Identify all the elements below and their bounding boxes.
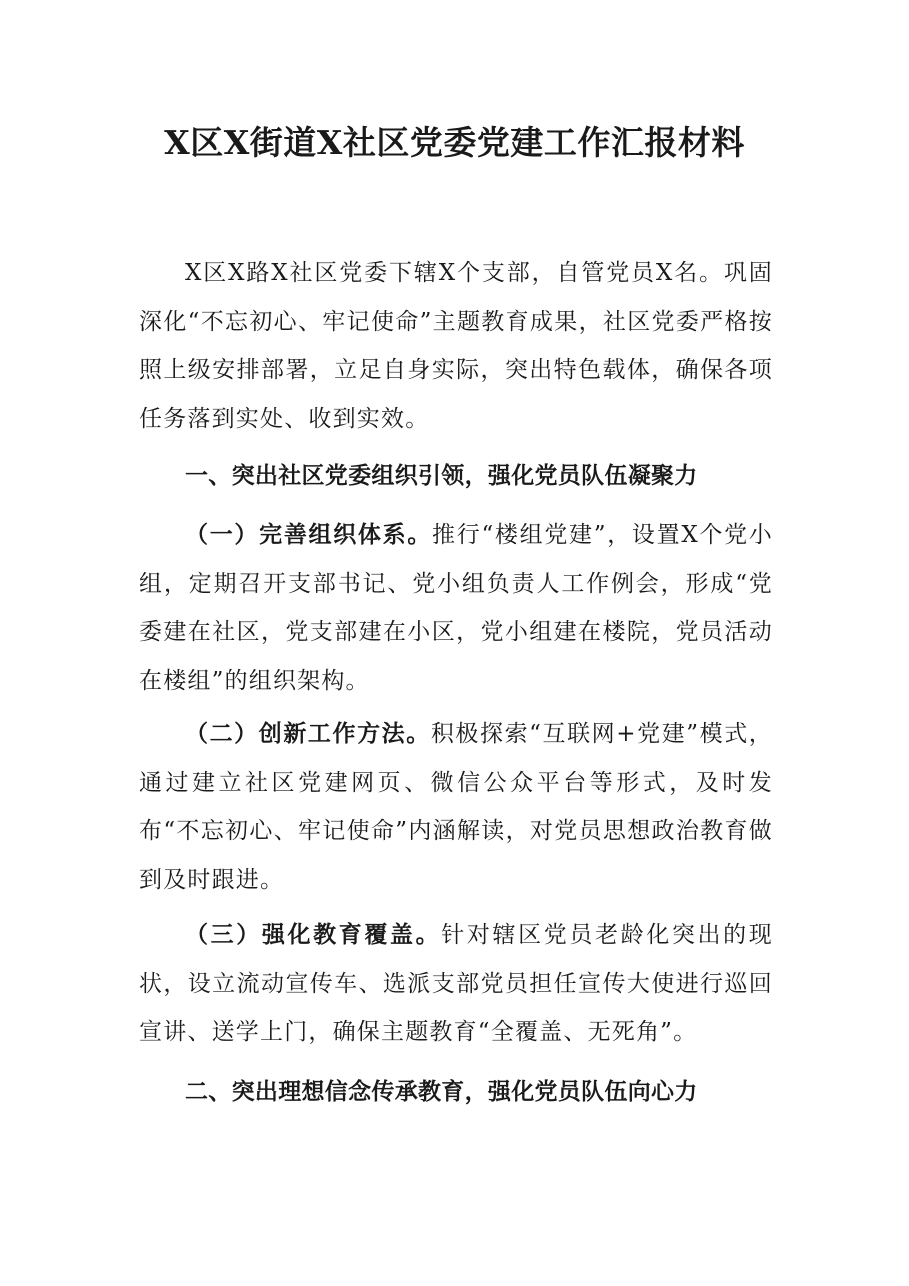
section-heading-1: 一、突出社区党委组织引领，强化党员队伍凝聚力 [185,463,698,489]
subsection-lead-3: （三）强化教育覆盖。 [185,921,442,948]
intro-paragraph: X区X路X社区党委下辖X个支部，自管党员X名。巩固深化“不忘初心、牢记使命”主题教育成果，社区党委严格按照上级安排部署，立足自身实际，突出特色载体，确保各项任务落到实处、收到实效。 [139,260,773,432]
subsection-lead-1: （一）完善组织体系。 [185,521,433,548]
subsection-text-1: 推行“楼组党建”，设置X个党小组，定期召开支部书记、党小组负责人工作例会，形成“党委建在社区，党支部建在小区，党小组建在楼院，党员活动在楼组”的组织架构。 [139,522,774,694]
section-heading-2: 二、突出理想信念传承教育，强化党员队伍向心力 [185,1079,698,1105]
subsection-paragraph-1 [139,511,773,705]
subsection-text-3: 针对辖区党员老龄化突出的现状，设立流动宣传车、选派支部党员担任宣传大使进行巡回宣讲、送学上门，确保主题教育“全覆盖、无死角”。 [139,922,774,1045]
subsection-text-2: 积极探索“互联网+党建”模式，通过建立社区党建网页、微信公众平台等形式，及时发布“不忘初心、牢记使命”内涵解读，对党员思想政治教育做到及时跟进。 [139,721,774,893]
subsection-paragraph-2 [139,710,773,904]
document-title: X区X街道X社区党委党建工作汇报材料 [164,123,745,162]
subsection-lead-2: （二）创新工作方法。 [185,720,431,747]
subsection-paragraph-3 [139,911,773,1057]
